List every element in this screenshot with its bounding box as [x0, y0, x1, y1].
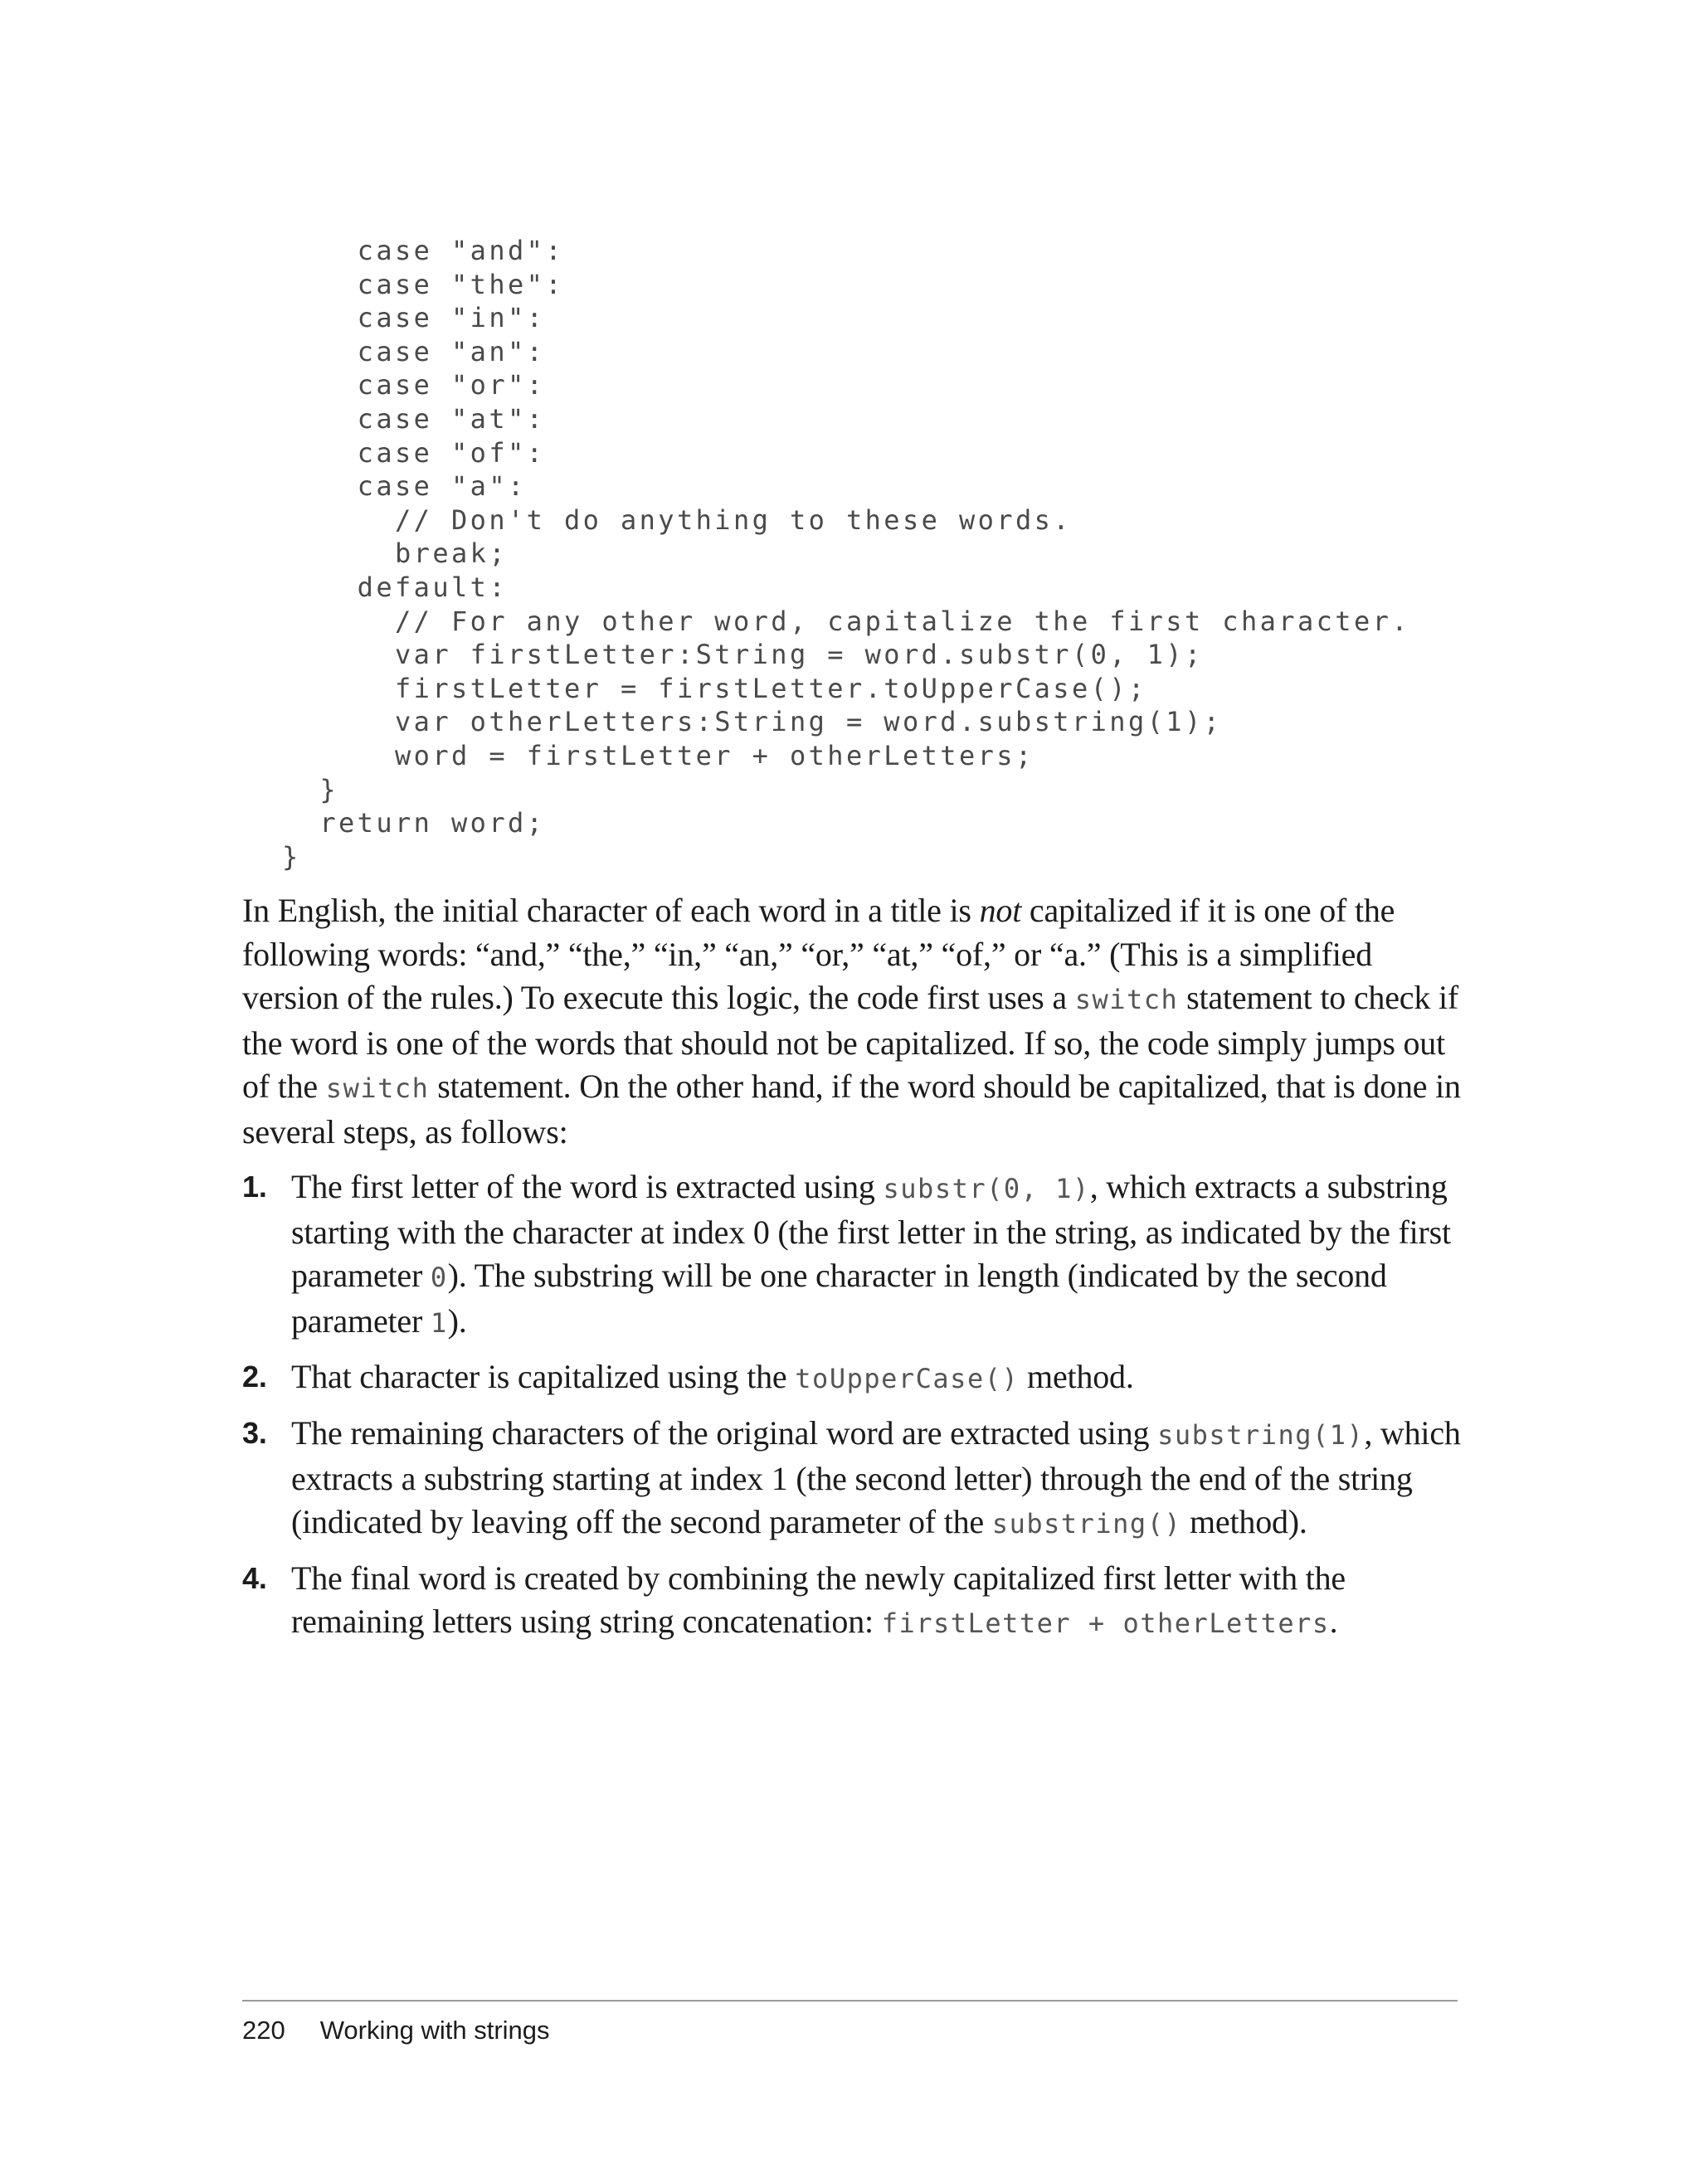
- inline-code: 0: [430, 1262, 448, 1294]
- code-line: // For any other word, capitalize the first character.: [282, 605, 1410, 637]
- step-number: 4.: [242, 1560, 267, 1595]
- page-footer: [242, 2014, 550, 2047]
- step-number: 1.: [242, 1170, 267, 1204]
- steps-list: [242, 1165, 1462, 1646]
- inline-code: toUpperCase(): [795, 1363, 1020, 1395]
- code-line: case "and":: [282, 235, 564, 266]
- step-number: 2.: [242, 1360, 267, 1394]
- step-text: , which extracts a substring starting with the character at index 0 (the first letter in the string, as indicated by the first parameter: [291, 1168, 1451, 1295]
- code-line: var otherLetters:String = word.substring(1);: [282, 706, 1223, 738]
- code-line: case "in":: [282, 302, 546, 334]
- step-number: 3.: [242, 1415, 267, 1450]
- code-line: return word;: [282, 807, 546, 839]
- emphasis-text: not: [979, 892, 1022, 929]
- page-number: 220: [242, 2016, 285, 2045]
- inline-code: 1: [430, 1306, 448, 1339]
- code-line: case "a":: [282, 470, 527, 503]
- inline-code: substring(1): [1157, 1418, 1365, 1451]
- step-text: ). The substring will be one character in length (indicated by the second parameter: [291, 1257, 1387, 1340]
- code-line: var firstLetter:String = word.substr(0, 1);: [282, 639, 1204, 671]
- footer-divider: [242, 2000, 1458, 2002]
- code-line: break;: [282, 537, 508, 570]
- code-line: case "at":: [282, 402, 546, 435]
- step-text: method.: [1019, 1358, 1134, 1396]
- code-line: }: [282, 773, 338, 805]
- inline-code: substr(0, 1): [883, 1173, 1090, 1204]
- step-text: That character is capitalized using the: [291, 1358, 796, 1396]
- paragraph-text: In English, the initial character of each word in a title is: [242, 892, 980, 929]
- inline-code: switch: [1074, 984, 1179, 1016]
- code-line: firstLetter = firstLetter.toUpperCase();: [282, 672, 1147, 704]
- code-line: word = firstLetter + otherLetters;: [282, 739, 1034, 771]
- paragraph-text: statement. On the other hand, if the word should be capitalized, that is done in several steps, as follows:: [242, 1068, 1461, 1150]
- step-text: The remaining characters of the original word are extracted using: [291, 1413, 1158, 1452]
- inline-code: switch: [325, 1073, 430, 1105]
- inline-code: substring(): [991, 1508, 1182, 1540]
- code-line: case "or":: [282, 369, 546, 401]
- code-line: case "an":: [282, 335, 546, 367]
- step-text: ).: [447, 1301, 467, 1340]
- paragraph-text: statement to check if the word is one of the words that should not be capitalized. If so, the code simply jumps out of the: [242, 979, 1458, 1106]
- code-line: case "the":: [282, 268, 564, 300]
- step-item: [242, 1355, 1462, 1401]
- step-text: The final word is created by combining the newly capitalized first letter with the remaining letters using string concatenation:: [291, 1559, 1346, 1641]
- paragraph-text: capitalized if it is one of the following words: “and,” “the,” “in,” “an,” “or,” “at,” “of,” or “a.” (This is a simplified version of the rules.) To execute this logic, the code first uses a: [242, 892, 1395, 1017]
- inline-code: firstLetter + otherLetters: [881, 1608, 1330, 1640]
- step-text: , which extracts a substring starting at index 1 (the second letter) through the end of the string (indicated by leaving off the second parameter of the: [291, 1413, 1461, 1541]
- step-text: The first letter of the word is extracted using: [291, 1168, 884, 1205]
- step-item: [242, 1412, 1462, 1546]
- step-text: method).: [1181, 1503, 1307, 1541]
- code-listing: [282, 234, 1410, 873]
- code-line: }: [282, 840, 301, 873]
- step-item: [242, 1557, 1462, 1646]
- code-line: // Don't do anything to these words.: [282, 503, 1072, 536]
- step-text: .: [1329, 1603, 1338, 1641]
- code-line: default:: [282, 571, 508, 603]
- section-title: Working with strings: [319, 2016, 550, 2045]
- explanation-paragraph: [242, 889, 1462, 1155]
- step-item: [242, 1165, 1462, 1345]
- code-line: case "of":: [282, 436, 546, 469]
